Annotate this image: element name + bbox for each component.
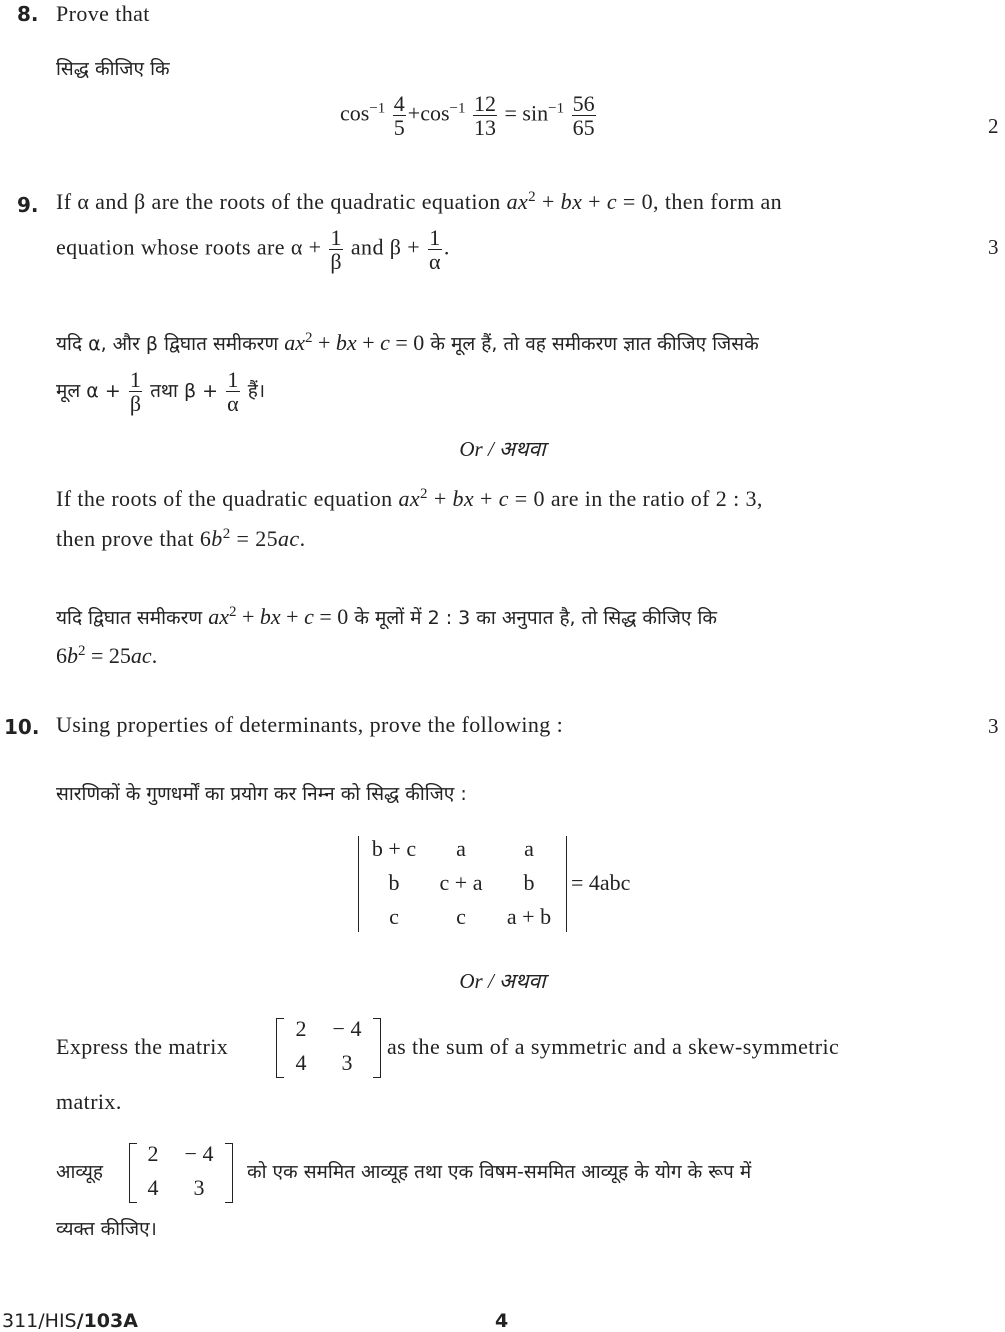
question-text-line: then prove that $6b^2 = 25ac$. — [56, 525, 306, 551]
question-text-line: If α and β are the roots of the quadratic equation $ax^2$ + bx + c = 0, then form an — [56, 188, 783, 214]
quadratic-equation: $ax^2$ + bx + c = 0 — [398, 485, 545, 511]
paper-code: 311/HIS/103A — [2, 1310, 138, 1332]
det-result: = 4abc — [571, 870, 631, 895]
fraction: $\frac{1}{\alpha}$ — [227, 367, 239, 417]
or-divider: Or / अथवा — [459, 969, 546, 993]
det-cell: b — [388, 870, 400, 895]
fraction: $\frac{1}{\alpha}$ — [428, 225, 441, 275]
det-cell: c + a — [439, 870, 483, 895]
matrix-cell: − 4 — [184, 1141, 214, 1166]
question-text-hindi: यदि द्विघात समीकरण $ax^2$ + bx + c = 0 के मूलों में 2 : 3 का अनुपात है, तो सिद्ध कीजिए कि — [56, 603, 717, 629]
marks: 2 — [988, 114, 999, 138]
eq-plus: + — [407, 100, 421, 126]
matrix-cell: 3 — [341, 1050, 353, 1075]
question-text-line: Express the matrix — [56, 1034, 229, 1059]
eq-inverse: −1 — [548, 100, 565, 117]
fraction: $\frac{56}{65}$ — [572, 91, 595, 141]
det-cell: a + b — [506, 904, 552, 929]
bracket-right — [225, 1143, 233, 1203]
det-cell: b + c — [371, 836, 417, 861]
matrix-cell: − 4 — [332, 1016, 362, 1041]
question-text: Using properties of determinants, prove the following : — [56, 712, 564, 737]
bracket-right — [373, 1018, 381, 1078]
question-text-hindi: यदि α, और β द्विघात समीकरण $ax^2$ + bx + c = 0 के मूल हैं, तो वह समीकरण ज्ञात कीजिए जिसके — [56, 329, 759, 355]
or-divider: Or / अथवा — [459, 437, 546, 461]
eq-inverse: −1 — [449, 100, 466, 117]
question-number: 8. — [17, 2, 39, 26]
question-text-hindi: आव्यूह — [56, 1161, 104, 1183]
matrix-cell: 4 — [295, 1050, 307, 1075]
det-cell: c — [456, 904, 466, 929]
question-text: Prove that — [56, 1, 150, 26]
equation: $6b^2 = 25ac$. — [199, 525, 306, 551]
fraction: $\frac{4}{5}$ — [393, 91, 405, 141]
question-text-hindi: व्यक्त कीजिए। — [56, 1218, 157, 1240]
marks: 3 — [988, 714, 999, 738]
question-text-line: equation whose roots are α + $\frac{1}{\beta}$ and β + $\frac{1}{\alpha}$ . — [56, 225, 450, 275]
marks: 3 — [988, 235, 999, 259]
matrix-cell: 4 — [147, 1175, 159, 1200]
question-text-hindi: मूल α + $\frac{1}{\beta}$ तथा β + $\frac{1}{\alpha}$ हैं। — [56, 367, 266, 417]
matrix-cell: 2 — [147, 1141, 159, 1166]
equation — [340, 92, 598, 139]
matrix-cell: 3 — [193, 1175, 205, 1200]
fraction: $\frac{12}{13}$ — [474, 91, 497, 141]
quadratic-equation: $ax^2$ + bx + c = 0 — [284, 329, 425, 355]
eq-cos: cos — [420, 100, 450, 126]
equation: $6b^2 = 25ac$. — [56, 642, 158, 668]
det-cell: a — [456, 836, 466, 861]
eq-cos: cos — [340, 100, 370, 126]
question-text-hindi: सारणिकों के गुणधर्मों का प्रयोग कर निम्न को सिद्ध कीजिए : — [56, 783, 467, 805]
det-cell: c — [389, 904, 399, 929]
quadratic-equation: $ax^2$ + bx + c = 0 — [506, 188, 654, 214]
question-text-line: matrix. — [56, 1089, 122, 1114]
matrix-cell: 2 — [295, 1016, 307, 1041]
question-text-hindi: सिद्ध कीजिए कि — [56, 58, 170, 80]
page-number: 4 — [495, 1310, 509, 1332]
fraction: $\frac{1}{\beta}$ — [129, 367, 142, 417]
bracket-left — [276, 1018, 284, 1078]
question-number: 9. — [17, 193, 39, 217]
question-text-hindi: को एक सममित आव्यूह तथा एक विषम-सममित आव्यूह के योग के रूप में — [247, 1161, 752, 1183]
eq-inverse: −1 — [369, 100, 386, 117]
quadratic-equation: $ax^2$ + bx + c = 0 — [208, 603, 349, 629]
eq-sin: = sin — [504, 100, 549, 126]
determinant — [358, 836, 567, 932]
question-text-line: If the roots of the quadratic equation $ax^2$ + bx + c = 0 are in the ratio of 2 : 3, — [56, 485, 763, 511]
question-number: 10. — [4, 715, 40, 739]
question-text-line: as the sum of a symmetric and a skew-symmetric — [387, 1034, 840, 1059]
det-cell: b — [523, 870, 535, 895]
fraction: $\frac{1}{\beta}$ — [330, 225, 342, 275]
det-cell: a — [524, 836, 534, 861]
